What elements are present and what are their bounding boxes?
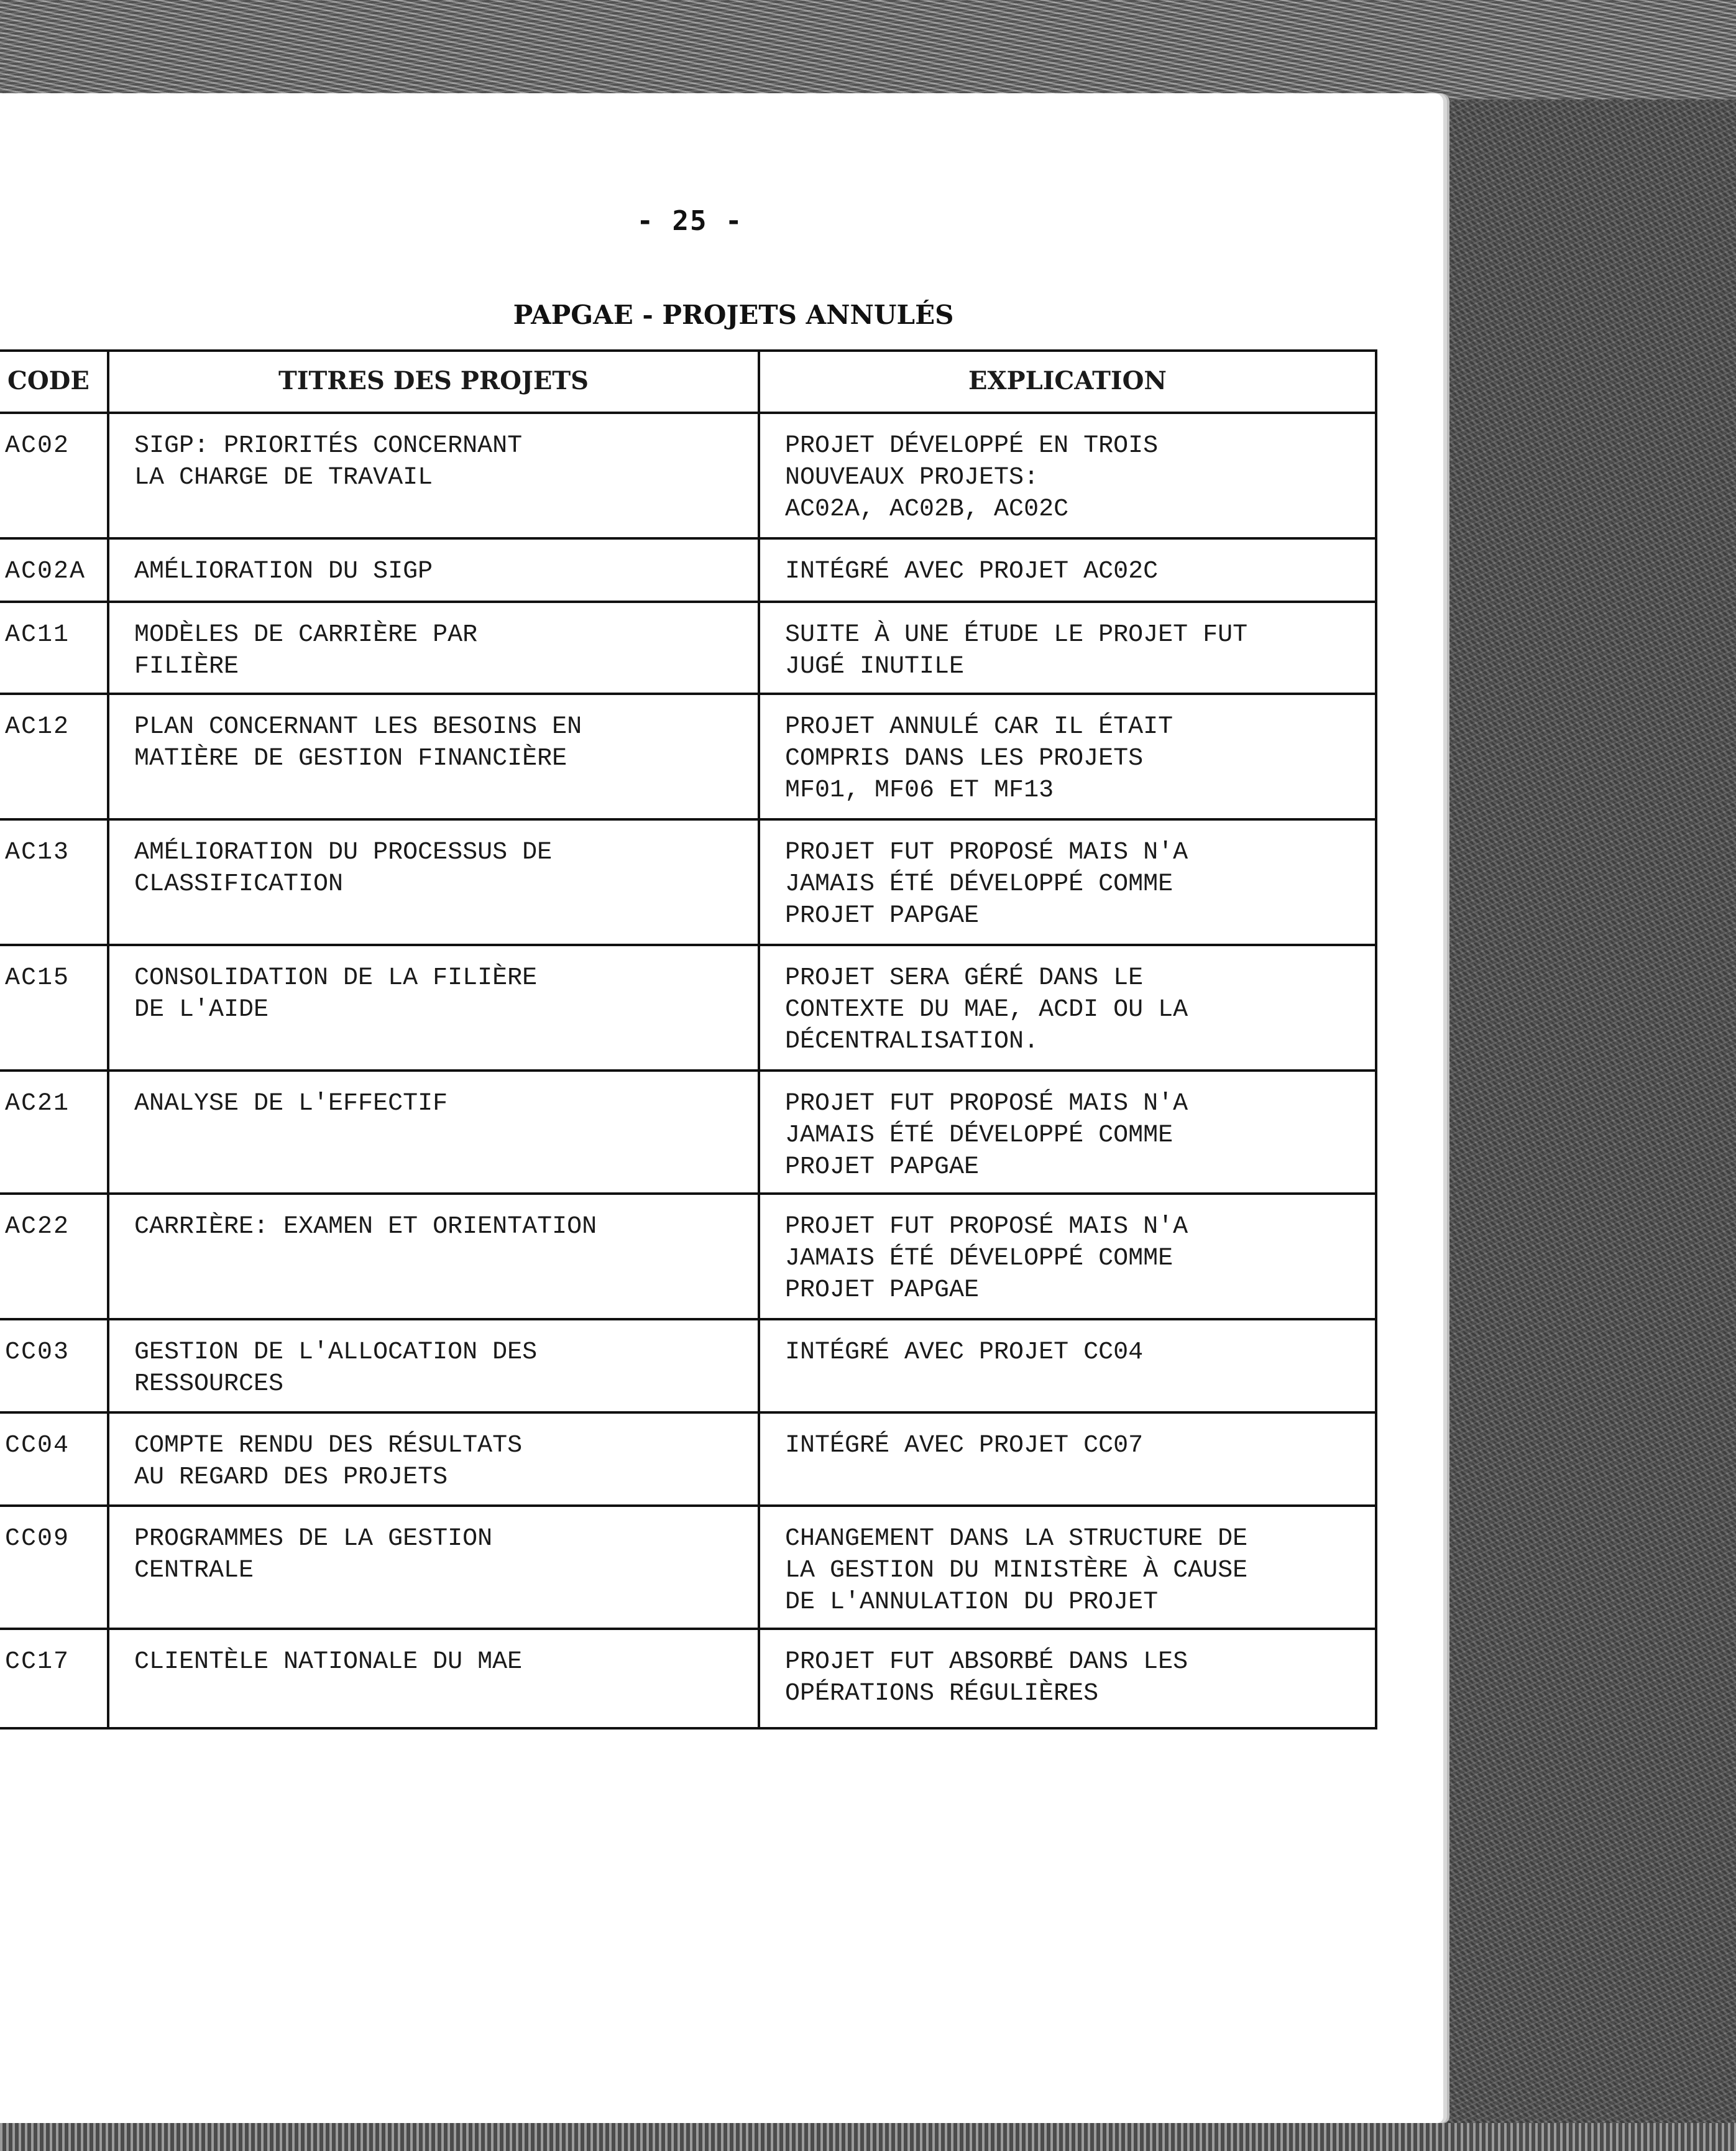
project-explanation: CHANGEMENT DANS LA STRUCTURE DE LA GESTION DU MINISTÈRE À CAUSE DE L'ANNULATION DU PROJET (759, 1506, 1376, 1629)
project-code: AC22 (0, 1194, 108, 1319)
project-explanation: SUITE À UNE ÉTUDE LE PROJET FUT JUGÉ INUTILE (759, 602, 1376, 694)
column-header-titles: TITRES DES PROJETS (108, 351, 759, 413)
project-title: COMPTE RENDU DES RÉSULTATS AU REGARD DES PROJETS (108, 1412, 759, 1506)
table-row (0, 1071, 1376, 1194)
table-row (0, 945, 1376, 1071)
project-explanation: PROJET FUT PROPOSÉ MAIS N'A JAMAIS ÉTÉ DÉVELOPPÉ COMME PROJET PAPGAE (759, 819, 1376, 945)
scan-bottom-edge (0, 2123, 1736, 2151)
project-title: PLAN CONCERNANT LES BESOINS EN MATIÈRE DE GESTION FINANCIÈRE (108, 694, 759, 819)
table-row (0, 1319, 1376, 1412)
table-header-row (0, 351, 1376, 413)
project-code: CC17 (0, 1629, 108, 1728)
project-title: SIGP: PRIORITÉS CONCERNANT LA CHARGE DE TRAVAIL (108, 413, 759, 538)
table-row (0, 602, 1376, 694)
table-row (0, 1412, 1376, 1506)
project-code: CC09 (0, 1506, 108, 1629)
project-explanation: PROJET FUT PROPOSÉ MAIS N'A JAMAIS ÉTÉ DÉVELOPPÉ COMME PROJET PAPGAE (759, 1194, 1376, 1319)
project-code: CC04 (0, 1412, 108, 1506)
project-code: AC13 (0, 819, 108, 945)
project-explanation: INTÉGRÉ AVEC PROJET AC02C (759, 538, 1376, 602)
table-row (0, 1506, 1376, 1629)
table-row (0, 819, 1376, 945)
table-row (0, 538, 1376, 602)
project-explanation: PROJET ANNULÉ CAR IL ÉTAIT COMPRIS DANS LES PROJETS MF01, MF06 ET MF13 (759, 694, 1376, 819)
table-row (0, 694, 1376, 819)
table-row (0, 413, 1376, 538)
project-title: AMÉLIORATION DU SIGP (108, 538, 759, 602)
project-explanation: INTÉGRÉ AVEC PROJET CC04 (759, 1319, 1376, 1412)
project-explanation: INTÉGRÉ AVEC PROJET CC07 (759, 1412, 1376, 1506)
table-row (0, 1629, 1376, 1728)
project-title: GESTION DE L'ALLOCATION DES RESSOURCES (108, 1319, 759, 1412)
project-code: AC02 (0, 413, 108, 538)
table-row (0, 1194, 1376, 1319)
project-title: MODÈLES DE CARRIÈRE PAR FILIÈRE (108, 602, 759, 694)
cancelled-projects-table (0, 349, 1377, 1730)
project-code: CC03 (0, 1319, 108, 1412)
project-explanation: PROJET DÉVELOPPÉ EN TROIS NOUVEAUX PROJETS: AC02A, AC02B, AC02C (759, 413, 1376, 538)
project-code: AC21 (0, 1071, 108, 1194)
project-code: AC15 (0, 945, 108, 1071)
project-code: AC12 (0, 694, 108, 819)
project-explanation: PROJET FUT PROPOSÉ MAIS N'A JAMAIS ÉTÉ DÉVELOPPÉ COMME PROJET PAPGAE (759, 1071, 1376, 1194)
project-code: AC02A (0, 538, 108, 602)
scan-top-edge (0, 0, 1736, 99)
project-title: ANALYSE DE L'EFFECTIF (108, 1071, 759, 1194)
project-code: AC11 (0, 602, 108, 694)
page-number: - 25 - (636, 205, 743, 237)
project-title: AMÉLIORATION DU PROCESSUS DE CLASSIFICATION (108, 819, 759, 945)
project-explanation: PROJET FUT ABSORBÉ DANS LES OPÉRATIONS RÉGULIÈRES (759, 1629, 1376, 1728)
document-title: PAPGAE - PROJETS ANNULÉS (513, 300, 954, 330)
project-explanation: PROJET SERA GÉRÉ DANS LE CONTEXTE DU MAE, ACDI OU LA DÉCENTRALISATION. (759, 945, 1376, 1071)
project-title: CARRIÈRE: EXAMEN ET ORIENTATION (108, 1194, 759, 1319)
project-title: PROGRAMMES DE LA GESTION CENTRALE (108, 1506, 759, 1629)
project-title: CLIENTÈLE NATIONALE DU MAE (108, 1629, 759, 1728)
column-header-explanation: EXPLICATION (759, 351, 1376, 413)
column-header-code: CODE (0, 351, 108, 413)
project-title: CONSOLIDATION DE LA FILIÈRE DE L'AIDE (108, 945, 759, 1071)
